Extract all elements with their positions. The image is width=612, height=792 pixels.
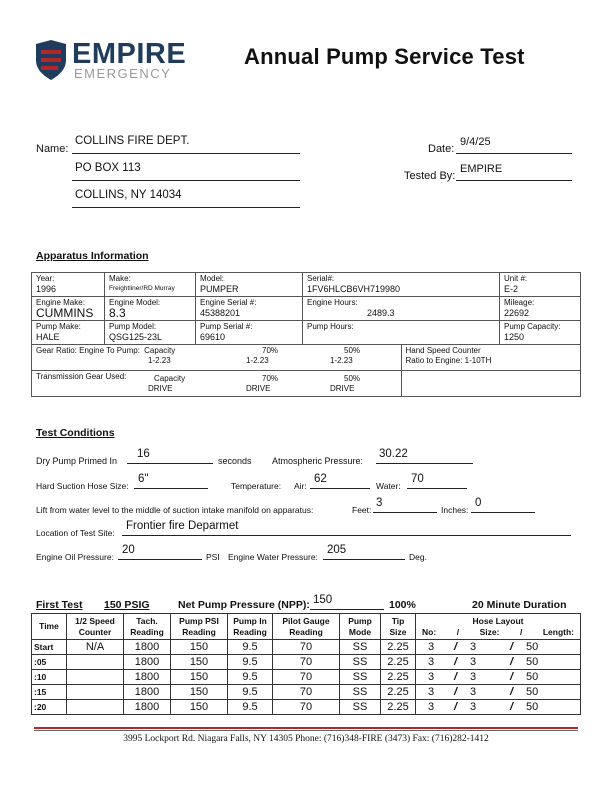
page-title: Annual Pump Service Test bbox=[244, 44, 525, 69]
shield-icon bbox=[34, 40, 68, 80]
engine-serial-value: 45388201 bbox=[200, 308, 241, 318]
cell-psi: 150 bbox=[171, 670, 228, 685]
cell-pilot: 70 bbox=[273, 655, 340, 670]
cell-pilot: 70 bbox=[273, 670, 340, 685]
first-test-table: Time 1/2 Speed Counter Tach. Reading Pump PSI Reading Pump In Reading Pilot Gauge Reading Pump Mode Tip Size Hose Layout No: / Size: / Length: Start N/A 1800 150 9.5 70 SS 2.25 3 / 3 / 50 :05 1800 150 9.5 70 SS 2.25 3 / 3 / 50 :10 1800 150 9.5 70 SS 2.25 3 / 3 / 50 :15 1800 150 9.5 70 SS 2.25 3 / 3 / 50 :20 1800 150 9.5 70 SS 2.25 3 / 3 / 50 bbox=[31, 613, 581, 715]
make-value: Freightliner/RD Murray bbox=[109, 285, 175, 292]
conditions-section-title: Test Conditions bbox=[36, 427, 115, 439]
cell-mode: SS bbox=[340, 685, 381, 700]
test-row bbox=[32, 655, 581, 670]
unit-value: E-2 bbox=[504, 284, 519, 294]
model-value: PUMPER bbox=[200, 284, 239, 294]
first-test-title: First Test bbox=[36, 599, 83, 611]
first-test-psig: 150 PSIG bbox=[104, 599, 150, 611]
air-temp-value: 62 bbox=[314, 473, 327, 485]
gear-70-value: DRIVE bbox=[246, 384, 271, 393]
cell-counter bbox=[67, 670, 124, 685]
cell-counter: N/A bbox=[67, 640, 124, 655]
cell-pilot: 70 bbox=[273, 685, 340, 700]
water-pressure-value: 205 bbox=[327, 544, 347, 556]
cell-time: :20 bbox=[32, 700, 67, 715]
cell-time: :10 bbox=[32, 670, 67, 685]
cell-time: Start bbox=[32, 640, 67, 655]
date-label: Date: bbox=[428, 143, 455, 155]
cell-mode: SS bbox=[340, 640, 381, 655]
cell-counter bbox=[67, 655, 124, 670]
atm-pressure-value: 30.22 bbox=[379, 448, 408, 460]
cell-mode: SS bbox=[340, 670, 381, 685]
pump-serial-value: 69610 bbox=[200, 332, 226, 342]
logo-wordmark-bottom: EMERGENCY bbox=[74, 66, 172, 81]
name-line bbox=[72, 153, 300, 154]
cell-tip: 2.25 bbox=[381, 655, 416, 670]
company-logo bbox=[34, 40, 204, 82]
cell-hose-layout: 3 / 3 / 50 bbox=[416, 700, 581, 715]
cell-tach: 1800 bbox=[124, 670, 171, 685]
cell-tach: 1800 bbox=[124, 700, 171, 715]
cell-pin: 9.5 bbox=[228, 640, 273, 655]
cell-hose-layout: 3 / 3 / 50 bbox=[416, 655, 581, 670]
tested-by-value: EMPIRE bbox=[460, 163, 503, 175]
cell-tip: 2.25 bbox=[381, 685, 416, 700]
lift-feet-value: 3 bbox=[376, 497, 383, 509]
cell-mode: SS bbox=[340, 700, 381, 715]
pump-model-value: QSG125-23L bbox=[109, 332, 163, 342]
address1-line bbox=[72, 180, 300, 181]
water-temp-value: 70 bbox=[411, 473, 424, 485]
test-row bbox=[32, 640, 581, 655]
cell-pin: 9.5 bbox=[228, 655, 273, 670]
location-value: Frontier fire Deparmet bbox=[126, 520, 239, 532]
tested-by-line bbox=[456, 180, 572, 181]
cell-tip: 2.25 bbox=[381, 700, 416, 715]
cell-tip: 2.25 bbox=[381, 670, 416, 685]
cell-tach: 1800 bbox=[124, 640, 171, 655]
cell-hose-layout: 3 / 3 / 50 bbox=[416, 670, 581, 685]
footer-address: 3995 Lockport Rd. Niagara Falls, NY 14305 Phone: (716)348-FIRE (3473) Fax: (716)282-1412 bbox=[123, 734, 489, 744]
cell-pilot: 70 bbox=[273, 700, 340, 715]
cell-psi: 150 bbox=[171, 700, 228, 715]
test-row bbox=[32, 670, 581, 685]
pump-make-value: HALE bbox=[36, 332, 60, 342]
mileage-value: 22692 bbox=[504, 308, 530, 318]
gear-50-value: DRIVE bbox=[330, 384, 355, 393]
engine-hours-value: 2489.3 bbox=[367, 308, 395, 318]
ratio-70-value: 1-2.23 bbox=[246, 356, 269, 365]
serial-value: 1FV6HLCB6VH719980 bbox=[307, 284, 401, 294]
cell-pin: 9.5 bbox=[228, 685, 273, 700]
address2-line bbox=[72, 207, 300, 208]
oil-pressure-value: 20 bbox=[122, 544, 135, 556]
test-row bbox=[32, 685, 581, 700]
npp-value: 150 bbox=[313, 594, 333, 606]
engine-make-value: CUMMINS bbox=[36, 306, 94, 320]
cell-pin: 9.5 bbox=[228, 700, 273, 715]
dry-pump-value: 16 bbox=[137, 448, 150, 460]
hose-size-value: 6" bbox=[138, 473, 149, 485]
tested-by-label: Tested By: bbox=[404, 170, 456, 182]
cell-psi: 150 bbox=[171, 685, 228, 700]
test-row bbox=[32, 700, 581, 715]
name-value: COLLINS FIRE DEPT. bbox=[75, 135, 190, 147]
cell-time: :05 bbox=[32, 655, 67, 670]
name-label: Name: bbox=[36, 143, 69, 155]
cell-counter bbox=[67, 685, 124, 700]
gear-capacity-value: DRIVE bbox=[148, 384, 173, 393]
footer-rule-red bbox=[34, 727, 578, 729]
date-line bbox=[456, 153, 572, 154]
ratio-50-value: 1-2.23 bbox=[330, 356, 353, 365]
cell-hose-layout: 3 / 3 / 50 bbox=[416, 685, 581, 700]
apparatus-table: Year: 1996 Make: Freightliner/RD Murray Model: PUMPER Serial#: 1FV6HLCB6VH719980 Unit #: E-2 Engine Make: CUMMINS Engine Model: 8.3 Engine Serial #: 45388201 Engine Hours: 2489.3 Mileage: 22692 Pump Make: HALE Pump Model: QSG125-23L Pump Serial #: 69610 Pump Hours: Pump Capacity: 1250 Gear Ratio: Engine To Pump: Capacity 70% 50% 1-2.23 1-2.23 1-2.23 Hand Speed Counter Ratio to Engine: 1-10TH Transmission Gear Used: Capacity 70% 50% DRIVE DRIVE DRIVE bbox=[31, 272, 581, 397]
pump-capacity-value: 1250 bbox=[504, 332, 525, 342]
address2-value: COLLINS, NY 14034 bbox=[75, 189, 182, 201]
apparatus-section-title: Apparatus Information bbox=[36, 250, 149, 262]
cell-mode: SS bbox=[340, 655, 381, 670]
ratio-capacity-value: 1-2.23 bbox=[148, 356, 171, 365]
year-value: 1996 bbox=[36, 284, 57, 294]
footer-rule-gray bbox=[34, 730, 578, 731]
lift-inches-value: 0 bbox=[475, 497, 482, 509]
cell-tach: 1800 bbox=[124, 685, 171, 700]
cell-pin: 9.5 bbox=[228, 670, 273, 685]
cell-time: :15 bbox=[32, 685, 67, 700]
cell-psi: 150 bbox=[171, 655, 228, 670]
cell-hose-layout: 3 / 3 / 50 bbox=[416, 640, 581, 655]
cell-pilot: 70 bbox=[273, 640, 340, 655]
cell-tip: 2.25 bbox=[381, 640, 416, 655]
cell-counter bbox=[67, 700, 124, 715]
engine-model-value: 8.3 bbox=[109, 306, 126, 320]
ratio-to-engine-value: 1-10TH bbox=[464, 356, 492, 365]
address1-value: PO BOX 113 bbox=[75, 162, 141, 174]
cell-psi: 150 bbox=[171, 640, 228, 655]
logo-wordmark-top: EMPIRE bbox=[72, 38, 187, 70]
cell-tach: 1800 bbox=[124, 655, 171, 670]
date-value: 9/4/25 bbox=[460, 136, 491, 148]
